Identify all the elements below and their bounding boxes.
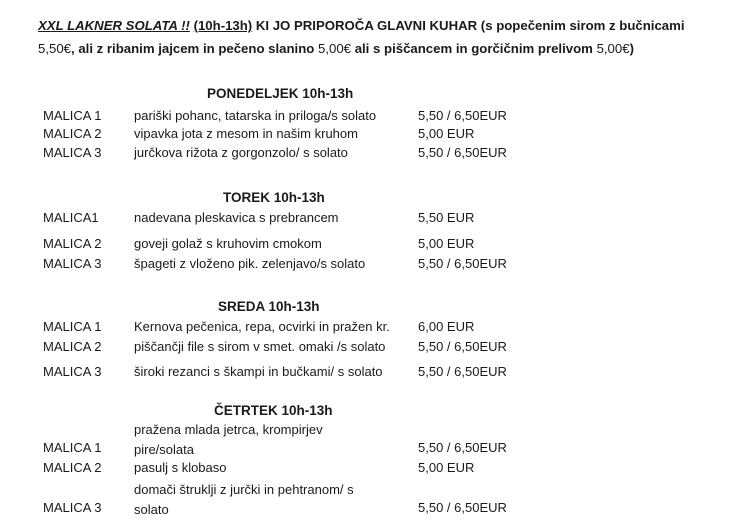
menu-item-description: nadevana pleskavica s prebrancem	[134, 210, 339, 225]
menu-item-code: MALICA 2	[43, 236, 102, 251]
menu-item-code: MALICA 2	[43, 339, 102, 354]
menu-item-code: MALICA 1	[43, 319, 102, 334]
menu-item-price: 5,00 EUR	[418, 126, 475, 141]
menu-item-description: piščančji file s sirom v smet. omaki /s solato	[134, 339, 386, 354]
day-heading-wednesday: SREDA 10h-13h	[218, 299, 320, 314]
menu-item-code: MALICA 3	[43, 364, 102, 379]
menu-item-price: 6,00 EUR	[418, 319, 475, 334]
menu-row	[0, 364, 748, 382]
menu-item-price: 5,50 / 6,50EUR	[418, 440, 507, 455]
menu-item-price: 5,00 EUR	[418, 460, 475, 475]
day-heading-monday: PONEDELJEK 10h-13h	[207, 86, 354, 101]
intro-price-1: 5,50€	[38, 41, 72, 56]
menu-row	[0, 236, 748, 254]
menu-item-description: pariški pohanc, tatarska in priloga/s solato	[134, 108, 377, 123]
intro-text-3: ali s piščancem in gorčičnim prelivom	[354, 41, 593, 56]
intro-price-3: 5,00€	[596, 41, 630, 56]
menu-item-price: 5,50 / 6,50EUR	[418, 108, 507, 123]
intro-highlight: XXL LAKNER SOLATA !!	[38, 18, 190, 33]
menu-item-code: MALICA 3	[43, 145, 102, 160]
menu-row	[0, 480, 748, 516]
menu-item-description	[134, 420, 323, 460]
intro-text-2: , ali z ribanim jajcem in pečeno slanino	[71, 41, 315, 56]
menu-item-code: MALICA 1	[43, 108, 102, 123]
day-heading-tuesday: TOREK 10h-13h	[223, 190, 325, 205]
menu-row	[0, 108, 748, 126]
menu-item-description: vipavka jota z mesom in našim kruhom	[134, 126, 358, 141]
menu-item-price: 5,50 / 6,50EUR	[418, 145, 507, 160]
menu-item-description: špageti z vloženo pik. zelenjavo/s solato	[134, 256, 366, 271]
menu-item-price: 5,50 EUR	[418, 210, 475, 225]
intro-hours: (10h-13h)	[193, 18, 253, 33]
menu-item-code: MALICA 3	[43, 256, 102, 271]
menu-item-code: MALICA 2	[43, 126, 102, 141]
menu-item-description: široki rezanci s škampi in bučkami/ s solato	[134, 364, 383, 379]
menu-item-price: 5,50 / 6,50EUR	[418, 500, 507, 515]
menu-row	[0, 339, 748, 357]
menu-row	[0, 460, 748, 478]
menu-row	[0, 319, 748, 337]
menu-row	[0, 126, 748, 144]
intro-price-2: 5,00€	[318, 41, 352, 56]
menu-item-description: pasulj s klobaso	[134, 460, 227, 475]
intro-text-1: KI JO PRIPOROČA GLAVNI KUHAR (s popečenim sirom z bučnicami	[255, 18, 685, 33]
menu-row	[0, 420, 748, 456]
menu-item-price: 5,00 EUR	[418, 236, 475, 251]
intro-paragraph	[38, 14, 738, 60]
menu-item-code: MALICA 1	[43, 440, 102, 455]
menu-item-description: jurčkova rižota z gorgonzolo/ s solato	[134, 145, 348, 160]
menu-item-code: MALICA 3	[43, 500, 102, 515]
menu-item-code: MALICA1	[43, 210, 99, 225]
menu-item-description: Kernova pečenica, repa, ocvirki in pražen kr.	[134, 319, 390, 334]
menu-row	[0, 145, 748, 163]
menu-item-description-line1: domači štruklji z jurčki in pehtranom/ s	[134, 482, 354, 497]
menu-item-description-line2: solato	[134, 502, 169, 517]
intro-text-4: )	[629, 41, 634, 56]
menu-item-description-line2: pire/solata	[134, 442, 194, 457]
menu-item-description	[134, 480, 354, 520]
menu-item-price: 5,50 / 6,50EUR	[418, 339, 507, 354]
menu-item-price: 5,50 / 6,50EUR	[418, 256, 507, 271]
menu-row	[0, 256, 748, 274]
menu-row	[0, 210, 748, 228]
menu-item-code: MALICA 2	[43, 460, 102, 475]
menu-item-description: goveji golaž s kruhovim cmokom	[134, 236, 322, 251]
menu-item-price: 5,50 / 6,50EUR	[418, 364, 507, 379]
day-heading-thursday: ČETRTEK 10h-13h	[214, 403, 333, 418]
menu-item-description-line1: pražena mlada jetrca, krompirjev	[134, 422, 323, 437]
